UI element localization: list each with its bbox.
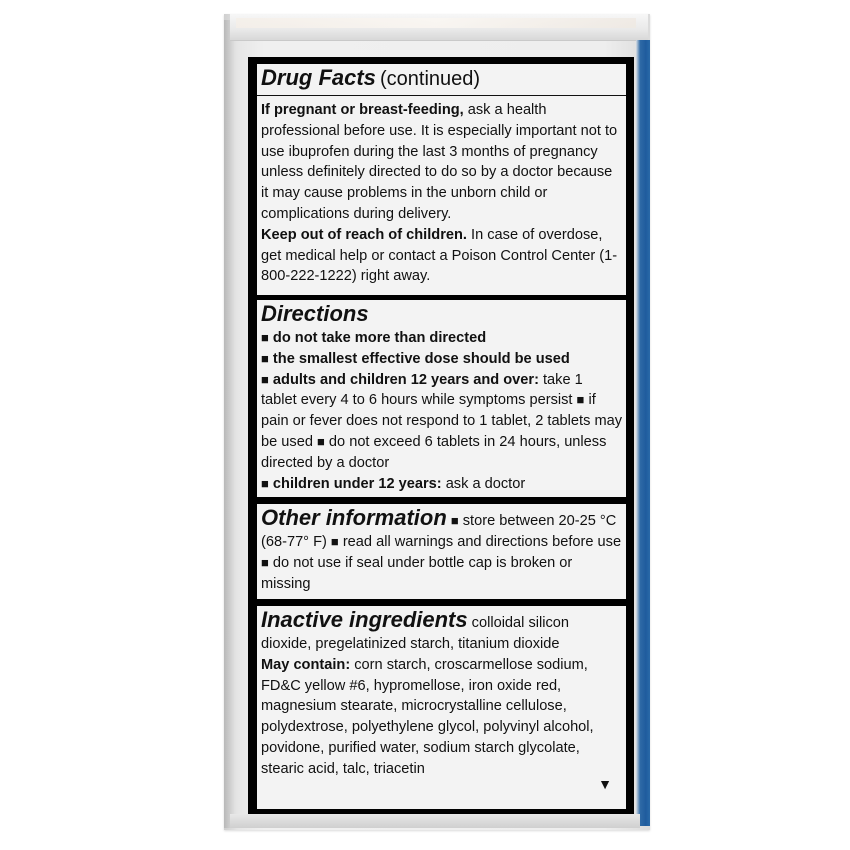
may-contain	[261, 655, 622, 780]
bullet-square: ■	[450, 513, 459, 528]
pregnancy-warning-text: ask a health professional before use. It is especially important not to use ibuprofen during the last 3 months of pregnancy unless definitely directed to do so by a doctor because it may cause problems in the unborn child or complications during delivery.	[261, 102, 618, 222]
directions-item-3	[261, 370, 622, 474]
drug-facts-title: Drug Facts	[261, 65, 376, 90]
other-information-text	[261, 504, 622, 594]
other-information-title: Other information	[261, 505, 447, 530]
directions-item-1	[261, 328, 622, 349]
may-contain-list: corn starch, croscarmellose sodium, FD&C yellow #6, hypromellose, iron oxide red, magnesium stearate, microcrystalline cellulose, polydextrose, polyethylene glycol, polyvinyl alcohol, povidone, purified water, sodium starch glycolate, stearic acid, talc, triacetin	[261, 656, 594, 777]
box-left-edge	[224, 20, 234, 828]
drug-facts-continued: (continued)	[379, 68, 481, 90]
directions-item-1-text: do not take more than directed	[272, 330, 487, 346]
directions-item-4-bold: children under 12 years:	[272, 475, 442, 492]
directions-item-2	[261, 349, 622, 370]
bullet-square: ■	[261, 371, 269, 387]
other-info-storage: store between 20-25 °C (68-77° F)	[261, 513, 617, 550]
directions-item-4-text: ask a doctor	[441, 475, 526, 492]
bullet-square: ■	[261, 554, 269, 570]
inactive-ingredients-text	[261, 606, 622, 655]
directions-item-3b-text: if pain or fever does not respond to 1 tablet, 2 tablets may be used	[261, 392, 623, 450]
box-top-shade	[236, 18, 636, 28]
keep-out-of-reach	[261, 225, 622, 287]
pregnancy-warning-bold: If pregnant or breast-feeding,	[261, 102, 464, 118]
directions-section	[257, 300, 626, 497]
drug-facts-heading	[257, 64, 626, 96]
bullet-square: ■	[261, 330, 269, 345]
may-contain-bold: May contain:	[261, 656, 351, 673]
other-info-read-warnings: read all warnings and directions before use	[338, 534, 622, 550]
directions-item-4	[261, 474, 622, 495]
other-info-seal: do not use if seal under bottle cap is broken or missing	[261, 554, 573, 592]
pregnancy-warning	[261, 100, 622, 225]
inactive-ingredients-section	[257, 606, 626, 809]
directions-title: Directions	[261, 301, 369, 326]
bullet-square: ■	[261, 350, 269, 366]
directions-item-2-text: the smallest effective dose should be used	[272, 350, 570, 367]
bullet-square: ■	[317, 433, 325, 449]
keep-out-of-reach-text: In case of overdose, get medical help or contact a Poison Control Center (1-800-222-1222) right away.	[261, 226, 618, 285]
bullet-square: ■	[261, 475, 269, 491]
bullet-square: ■	[576, 392, 585, 408]
keep-out-of-reach-bold: Keep out of reach of children.	[261, 226, 467, 243]
continue-arrow-icon: ▼	[598, 776, 612, 793]
other-information-section	[257, 504, 626, 599]
bullet-square: ■	[330, 534, 339, 549]
inactive-ingredients-title: Inactive ingredients	[261, 607, 468, 632]
box-bottom-edge	[230, 814, 640, 828]
box-side-blue-strip	[636, 40, 650, 826]
directions-item-3c-text: do not exceed 6 tablets in 24 hours, unless directed by a doctor	[261, 433, 607, 471]
drug-facts-section	[257, 64, 626, 295]
directions-item-3-text: take 1 tablet every 4 to 6 hours while symptoms persist	[261, 371, 583, 409]
inactive-ingredients-list: colloidal silicon dioxide, pregelatinized starch, titanium dioxide	[261, 615, 570, 652]
directions-item-3-bold: adults and children 12 years and over:	[272, 371, 539, 388]
